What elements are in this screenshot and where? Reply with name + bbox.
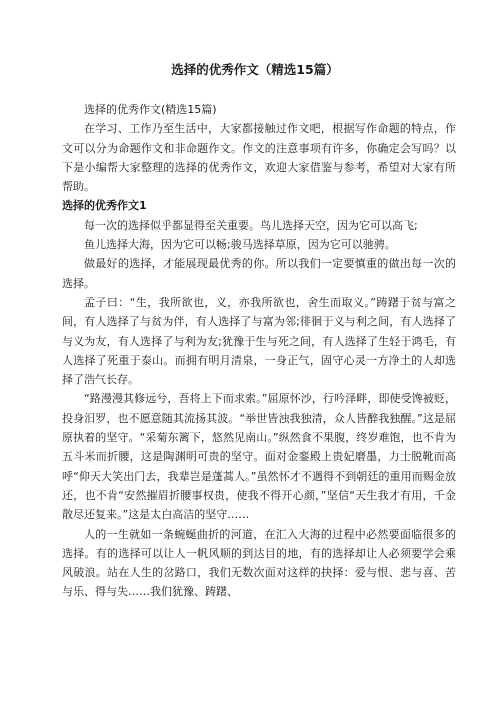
body-paragraph: 人的一生就如一条蜿蜒曲折的河道，在汇入大海的过程中必然要面临很多的选择。有的选择可以让人一帆风顺的到达目的地，有的选择却让人必须要学会乘风破浪。站在人生的岔路口，我们无数次面对这样的抉择：爱与恨、悲与喜、苦与乐、得与失……我们犹豫、踌躇、 — [62, 527, 456, 599]
body-paragraph: “路漫漫其修远兮，吾将上下而求索。”屈原怀沙，行吟泽畔，即使受馋被贬，投身汨罗，也不愿意随其流扬其波。“举世皆浊我独清，众人皆醉我独醒。”这是屈原执着的坚守。“采菊东篱下，悠然见南山。”纵然食不果腹，终岁难饱，也不肯为五斗米而折腰，这是陶渊明可贵的坚守。面对金銮殿上贵妃磨墨，力士脱靴而高呼“仰天大笑出门去，我辈岂是蓬蒿人。”虽然怀才不遇得不到朝廷的重用而赐金放还，也不肯“安然摧眉折腰事权贵，使我不得开心颜，”坚信“天生我才有用，千金散尽还复来。”这是太白高洁的坚守…… — [62, 392, 456, 522]
body-paragraph: 孟子曰：“生，我所欲也，义，亦我所欲也，舍生而取义。”踌躇于贫与富之间，有人选择了与贫为伴，有人选择了与富为邻;徘徊于义与利之间，有人选择了与义为友，有人选择了与利为友;犹豫于生与死之间，有人选择了生轻于鸿毛，有人选择了死重于泰山。而拥有明月清泉，一身正气，固守心灵一方净土的人却选择了浩气长存。 — [62, 295, 456, 387]
intro-paragraph: 在学习、工作乃至生活中，大家都接触过作文吧，根据写作命题的特点，作文可以分为命题作文和非命题作文。作文的注意事项有许多，你确定会写吗？以下是小编帮大家整理的选择的优秀作文，欢迎大家借鉴与参考，希望对大家有所帮助。 — [62, 122, 456, 194]
body-paragraph: 做最好的选择，才能展现最优秀的你。所以我们一定要慎重的做出每一次的选择。 — [62, 257, 456, 290]
body-paragraph: 每一次的选择似乎都显得至关重要。鸟儿选择天空，因为它可以高飞; — [84, 218, 418, 232]
section-heading: 选择的优秀作文1 — [62, 199, 147, 213]
intro-title: 选择的优秀作文(精选15篇) — [84, 103, 217, 116]
document-title: 选择的优秀作文（精选15篇） — [171, 62, 339, 77]
body-paragraph: 鱼儿选择大海，因为它可以畅;骏马选择草原，因为它可以驰骋。 — [84, 238, 396, 252]
